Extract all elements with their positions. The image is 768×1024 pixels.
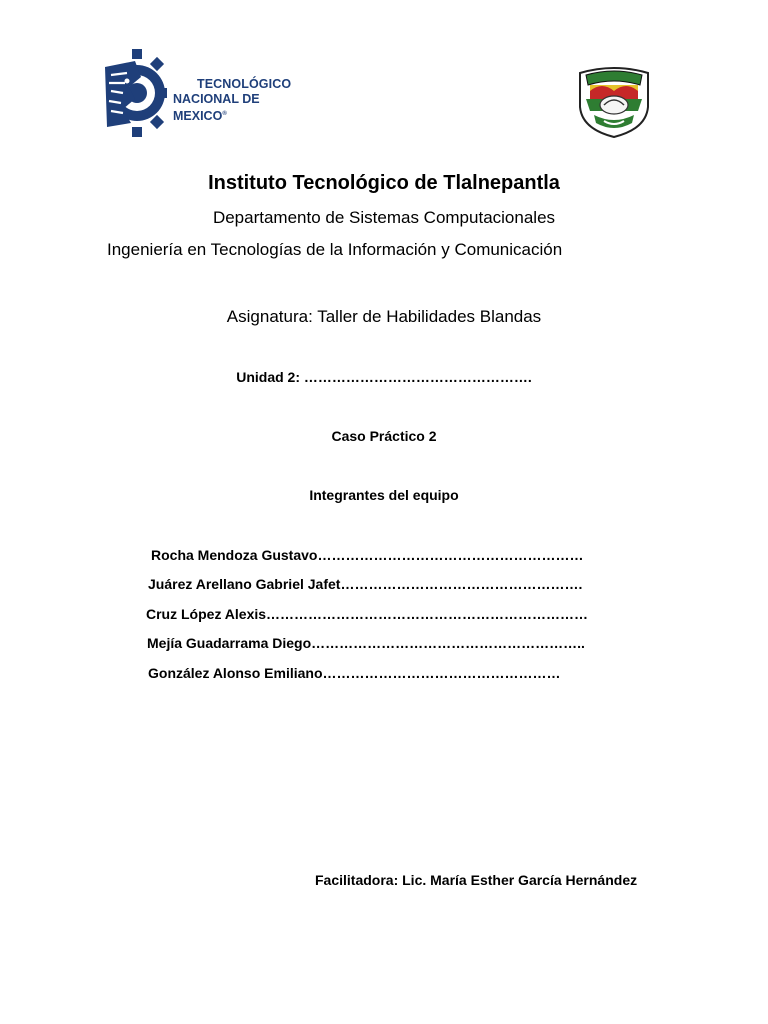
case-title: Caso Práctico 2	[331, 428, 437, 444]
registered-mark: ®	[222, 111, 227, 117]
tecnm-eagle-gear-icon	[105, 47, 169, 139]
team-member: González Alonso Emiliano……………………………………………	[148, 665, 561, 681]
team-member: Rocha Mendoza Gustavo…………………………………………………	[151, 547, 584, 563]
team-member: Juárez Arellano Gabriel Jafet…………………………………………….	[148, 576, 583, 592]
subject-line: Asignatura: Taller de Habilidades Blandas	[226, 307, 542, 326]
institute-title: Instituto Tecnológico de Tlalnepantla	[208, 172, 560, 194]
school-crest-icon	[576, 65, 652, 139]
tecnm-line2	[173, 92, 310, 124]
tecnm-line2-text: NACIONAL DE MEXICO	[173, 92, 260, 124]
school-crest-logo	[576, 65, 652, 139]
tecnm-wordmark	[173, 77, 310, 124]
department-name: Departamento de Sistemas Computacionales	[212, 208, 556, 227]
facilitator-line: Facilitadora: Lic. María Esther García Hernández	[315, 872, 638, 888]
team-member: Cruz López Alexis……………………………………………………………	[146, 606, 589, 622]
team-member: Mejía Guadarrama Diego…………………………………………………..	[147, 635, 585, 651]
tecnm-logo	[105, 47, 310, 139]
unit-line: Unidad 2: ………………………………………….	[236, 369, 532, 385]
team-title: Integrantes del equipo	[309, 487, 459, 503]
tecnm-line1: TECNOLÓGICO	[197, 77, 292, 91]
career-name: Ingeniería en Tecnologías de la Información y Comunicación	[107, 240, 563, 259]
